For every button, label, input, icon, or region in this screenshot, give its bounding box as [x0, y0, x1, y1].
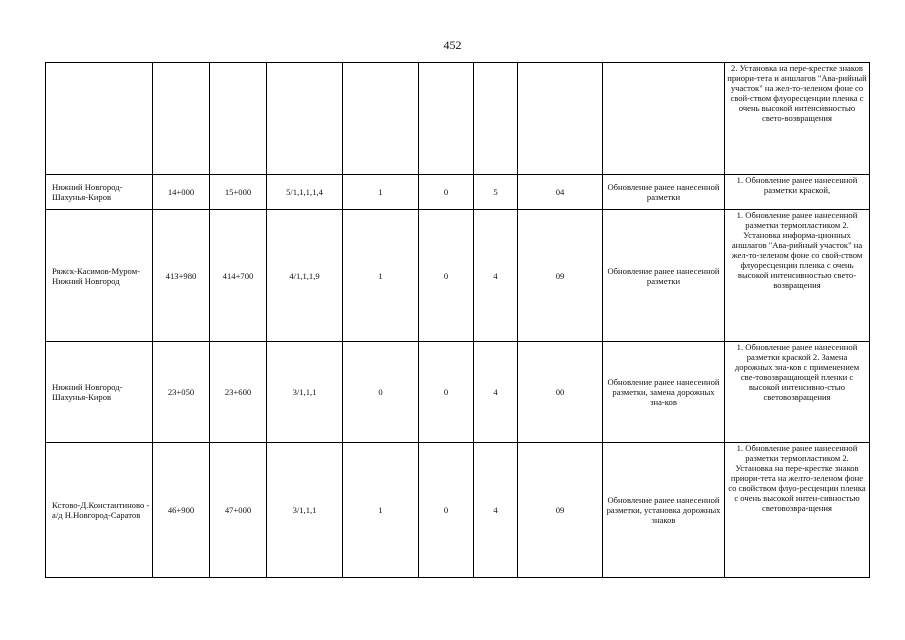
- table-row: [46, 175, 870, 210]
- page-number: 452: [443, 38, 462, 52]
- measures-cell: 1. Обновление ранее нанесенной разметки краской,: [725, 175, 870, 210]
- category-cell: 5/1,1,1,1,4: [267, 175, 343, 210]
- category-cell: 4/1,1,1,9: [267, 210, 343, 342]
- year-cell: 09: [518, 443, 603, 578]
- km-start-cell: [153, 63, 210, 175]
- km-end-cell: 23+600: [210, 342, 267, 443]
- work-cell: Обновление ранее нанесенной разметки: [603, 175, 725, 210]
- km-start-cell: 46+900: [153, 443, 210, 578]
- km-start-cell: 23+050: [153, 342, 210, 443]
- col5-cell: [343, 63, 419, 175]
- category-cell: 3/1,1,1: [267, 443, 343, 578]
- col6-cell: 0: [419, 175, 474, 210]
- year-cell: 04: [518, 175, 603, 210]
- km-start-cell: 413+980: [153, 210, 210, 342]
- col7-cell: 5: [474, 175, 518, 210]
- col7-cell: 4: [474, 210, 518, 342]
- col6-cell: 0: [419, 443, 474, 578]
- km-start-cell: 14+000: [153, 175, 210, 210]
- col5-cell: 1: [343, 210, 419, 342]
- col6-cell: 0: [419, 210, 474, 342]
- col7-cell: [474, 63, 518, 175]
- col5-cell: 0: [343, 342, 419, 443]
- table-row: [46, 443, 870, 578]
- road-name-cell: [46, 63, 153, 175]
- col7-cell: 4: [474, 443, 518, 578]
- category-cell: 3/1,1,1: [267, 342, 343, 443]
- table-row: [46, 342, 870, 443]
- km-end-cell: 15+000: [210, 175, 267, 210]
- col6-cell: 0: [419, 342, 474, 443]
- km-end-cell: 47+000: [210, 443, 267, 578]
- col7-cell: 4: [474, 342, 518, 443]
- road-name-cell: Нижний Новгород-Шахунья-Киров: [46, 342, 153, 443]
- work-cell: Обновление ранее нанесенной разметки: [603, 210, 725, 342]
- measures-cell: 1. Обновление ранее нанесенной разметки термопластиком 2. Установка на пере-крестке знаков приори-тета на желто-зеленом фоне со свойством флуо-ресценции пленка с очень высокой интен-сивностью световозвра-щения: [725, 443, 870, 578]
- measures-cell: 2. Установка на пере-крестке знаков приори-тета и аншлагов "Ава-рийный участок" на жел-то-зеленом фоне со свой-ством флуоресценции пленка с очень высокой интенсивностью свето-возвращения: [725, 63, 870, 175]
- road-name-cell: Ряжск-Касимов-Муром-Нижний Новгород: [46, 210, 153, 342]
- road-safety-table: [45, 62, 870, 578]
- year-cell: 00: [518, 342, 603, 443]
- measures-cell: 1. Обновление ранее нанесенной разметки краской 2. Замена дорожных зна-ков с применением све-товозвращающей пленки с высокой интенсивно-стью световозвращения: [725, 342, 870, 443]
- road-name-cell: Кстово-Д.Константиново - а/д Н.Новгород-Саратов: [46, 443, 153, 578]
- col5-cell: 1: [343, 443, 419, 578]
- work-cell: [603, 63, 725, 175]
- col6-cell: [419, 63, 474, 175]
- year-cell: 09: [518, 210, 603, 342]
- work-cell: Обновление ранее нанесенной разметки, установка дорожных знаков: [603, 443, 725, 578]
- km-end-cell: [210, 63, 267, 175]
- col5-cell: 1: [343, 175, 419, 210]
- category-cell: [267, 63, 343, 175]
- table-row: [46, 63, 870, 175]
- table-row: [46, 210, 870, 342]
- road-name-cell: Нижний Новгород-Шахунья-Киров: [46, 175, 153, 210]
- km-end-cell: 414+700: [210, 210, 267, 342]
- work-cell: Обновление ранее нанесенной разметки, замена дорожных зна-ков: [603, 342, 725, 443]
- year-cell: [518, 63, 603, 175]
- measures-cell: 1. Обновление ранее нанесенной разметки термопластиком 2. Установка информа-ционных аншлагов "Ава-рийный участок" на жел-то-зеленом фоне со свой-ством флуоресценции пленка с очень высокой интенсивностью свето-возвращения: [725, 210, 870, 342]
